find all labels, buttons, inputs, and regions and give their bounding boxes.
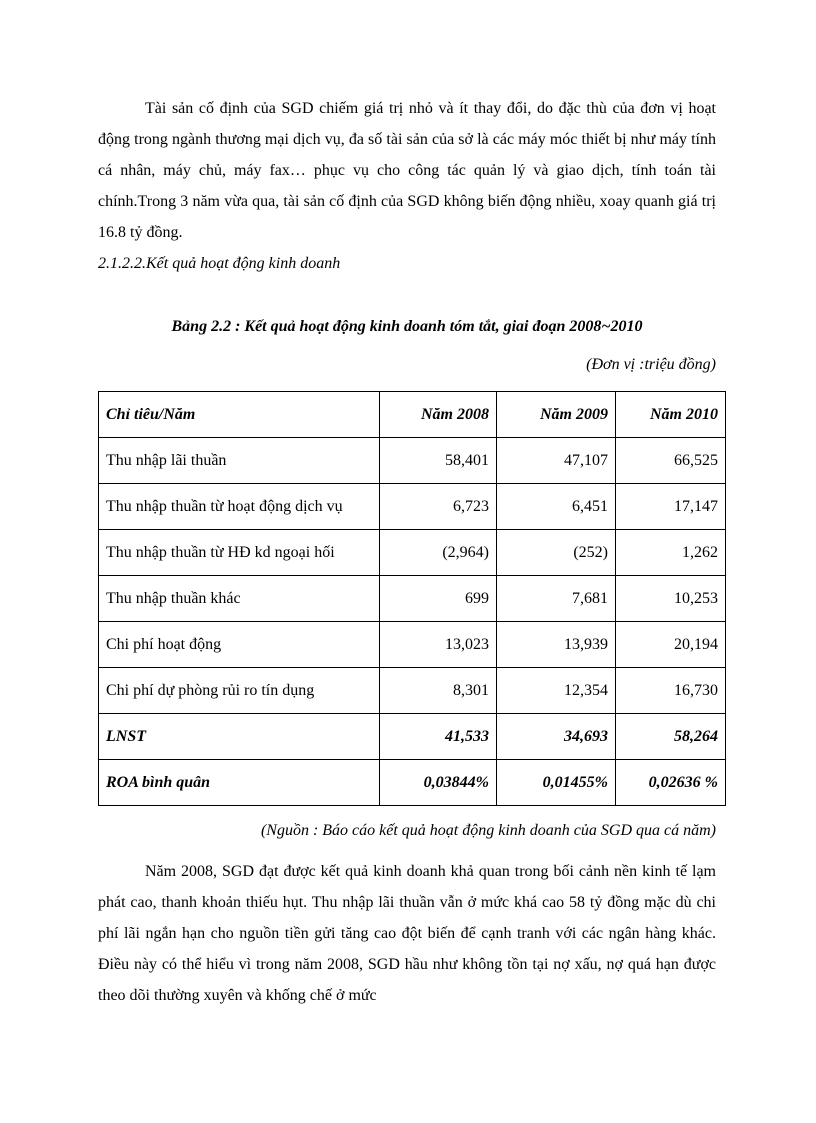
table-row-roa xyxy=(99,760,726,806)
row-label: Chi phí hoạt động xyxy=(99,622,380,668)
section-heading: 2.1.2.2.Kết quả hoạt động kinh doanh xyxy=(98,255,341,272)
row-label: Thu nhập thuần khác xyxy=(99,576,380,622)
table-cell: 1,262 xyxy=(616,530,726,576)
table-cell: 699 xyxy=(380,576,497,622)
table-row xyxy=(99,576,726,622)
table-cell: 0,01455% xyxy=(497,760,616,806)
header-cell: Năm 2009 xyxy=(497,392,616,438)
table-cell: 17,147 xyxy=(616,484,726,530)
table-cell: 16,730 xyxy=(616,668,726,714)
header-cell: Chỉ tiêu/Năm xyxy=(99,392,380,438)
table-cell: 66,525 xyxy=(616,438,726,484)
table-cell: 13,023 xyxy=(380,622,497,668)
table-row xyxy=(99,668,726,714)
paragraph-2008-results: Năm 2008, SGD đạt được kết quả kinh doanh khả quan trong bối cảnh nền kinh tế lạm phát cao, thanh khoản thiếu hụt. Thu nhập lãi thuần vẫn ở mức khá cao 58 tỷ đồng mặc dù chi phí lãi ngắn hạn cho nguồn tiền gửi tăng cao đột biến để cạnh tranh với các ngân hàng khác. Điều này có thể hiểu vì trong năm 2008, SGD hầu như không tồn tại nợ xấu, nợ quá hạn được theo dõi thường xuyên và khống chế ở mức xyxy=(98,863,716,1004)
table-row-net-profit xyxy=(99,714,726,760)
row-label: Thu nhập lãi thuần xyxy=(99,438,380,484)
table-cell: 12,354 xyxy=(497,668,616,714)
header-cell: Năm 2010 xyxy=(616,392,726,438)
table-cell: 7,681 xyxy=(497,576,616,622)
table-cell: 58,401 xyxy=(380,438,497,484)
table-cell: 0,03844% xyxy=(380,760,497,806)
row-label: Thu nhập thuần từ hoạt động dịch vụ xyxy=(99,484,380,530)
row-label: Thu nhập thuần từ HĐ kd ngoại hối xyxy=(99,530,380,576)
business-results-table xyxy=(98,391,726,806)
table-cell: 6,451 xyxy=(497,484,616,530)
table-row xyxy=(99,530,726,576)
table-cell: 8,301 xyxy=(380,668,497,714)
table-cell: 47,107 xyxy=(497,438,616,484)
table-row xyxy=(99,484,726,530)
table-cell: 6,723 xyxy=(380,484,497,530)
paragraph-fixed-assets: Tài sản cố định của SGD chiếm giá trị nhỏ và ít thay đổi, do đặc thù của đơn vị hoạt động trong ngành thương mại dịch vụ, đa số tài sản của sở là các máy móc thiết bị như máy tính cá nhân, máy chủ, máy fax… phục vụ cho công tác quản lý và giao dịch, tính toán tài chính.Trong 3 năm vừa qua, tài sản cố định của SGD không biến động nhiều, xoay quanh giá trị 16.8 tỷ đồng. xyxy=(98,100,716,241)
source-note: (Nguồn : Báo cáo kết quả hoạt động kinh doanh của SGD qua cá năm) xyxy=(260,822,716,839)
table-row xyxy=(99,438,726,484)
table-cell: 0,02636 % xyxy=(616,760,726,806)
table-cell: 58,264 xyxy=(616,714,726,760)
table-cell: (2,964) xyxy=(380,530,497,576)
row-label: Chi phí dự phòng rủi ro tín dụng xyxy=(99,668,380,714)
header-cell: Năm 2008 xyxy=(380,392,497,438)
table-cell: 34,693 xyxy=(497,714,616,760)
table-cell: 41,533 xyxy=(380,714,497,760)
table-caption: Bảng 2.2 : Kết quả hoạt động kinh doanh tóm tắt, giai đoạn 2008~2010 xyxy=(171,318,643,335)
row-label: ROA bình quân xyxy=(99,760,380,806)
table-cell: 20,194 xyxy=(616,622,726,668)
table-cell: 13,939 xyxy=(497,622,616,668)
row-label: LNST xyxy=(99,714,380,760)
table-row xyxy=(99,622,726,668)
table-cell: (252) xyxy=(497,530,616,576)
unit-note: (Đơn vị :triệu đồng) xyxy=(586,356,716,373)
table-cell: 10,253 xyxy=(616,576,726,622)
table-header-row xyxy=(99,392,726,438)
